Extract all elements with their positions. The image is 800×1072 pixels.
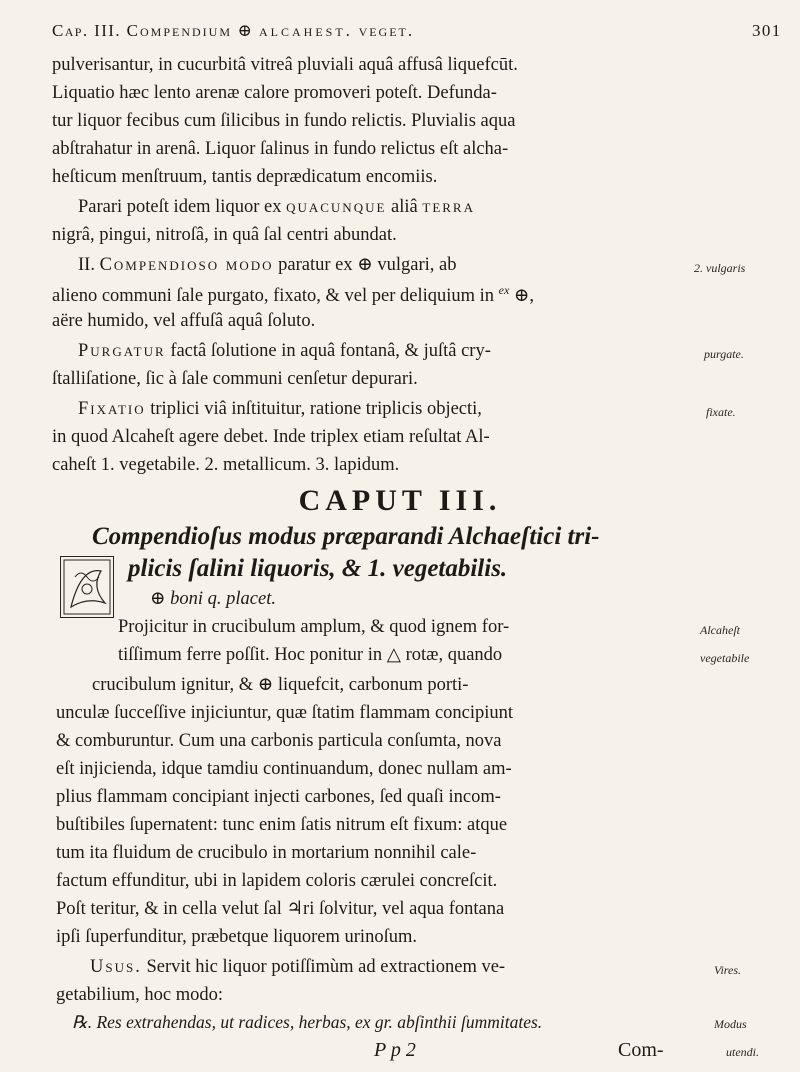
ex-superscript: ex [498,283,510,297]
numeral: II. [78,255,95,275]
text-fragment: paratur ex ⊕ vulgari, ab [278,255,457,275]
recipe-line: ⊕ boni q. placet. [150,589,276,609]
running-head [52,22,800,39]
text-fragment: ⊕, [513,286,535,307]
running-head-symbol: ⊕ [237,21,254,40]
catchword: Com- [618,1039,664,1061]
decorated-initial-ornament [60,556,114,618]
chapter-subtitle-line: Compendioſus modus præparandi Alchaeſtici tri- [92,523,600,550]
margin-note-fixate: fixate. [706,405,736,419]
text-line [52,284,800,306]
running-head-subject: alcahest. [258,21,353,40]
text-fragment: Servit hic liquor potiſſimùm ad extractionem ve- [146,957,506,977]
text-line [78,400,800,419]
chapter-subtitle-line: plicis ſalini liquoris, & 1. vegetabilis. [128,555,508,582]
text-line: abſtrahatur in arenâ. Liquor ſalinus in fundo relictus eſt alcha- [52,139,509,159]
margin-note-vulgaris: 2. vulgaris [694,261,746,275]
text-line: & comburuntur. Cum una carbonis particula conſumta, nova [56,731,502,751]
text-line: aëre humido, vel affuſâ aquâ ſoluto. [52,311,316,331]
text-line: Liquatio hæc lento arenæ calore promoveri poteſt. Defunda- [52,83,497,103]
text-fragment: factâ ſolutione in aquâ fontanâ, & juſtâ cry- [170,341,491,361]
text-line: unculæ ſucceſſive injiciuntur, quæ ſtatim flammam concipiunt [56,703,514,723]
page-number: 301 [752,21,782,40]
text-line: factum effunditur, ubi in lapidem coloris cærulei concreſcit. [56,871,498,891]
text-line: tiſſimum ferre poſſit. Hoc ponitur in △ rotæ, quando [118,645,503,665]
terra-word: terra [422,197,475,217]
recipe-line-2: ℞. Res extrahendas, ut radices, herbas, ex gr. abſinthii ſummitates. [72,1012,543,1032]
signature-mark: P p 2 [374,1039,416,1061]
text-line: buſtibiles ſupernatent: tunc enim ſatis nitrum eſt fixum: atque [56,815,508,835]
text-line: eſt injicienda, idque tamdiu continuandum, donec nullam am- [56,759,512,779]
text-line: caheſt 1. vegetabile. 2. metallicum. 3. lapidum. [52,455,400,475]
margin-note-modus: Modus [714,1017,747,1031]
quacunque-word: quacunque [286,197,387,217]
margin-note-alcahest: Alcaheſt [700,623,740,637]
text-line: Projicitur in crucibulum amplum, & quod ignem for- [118,617,510,637]
margin-note-vires: Vires. [714,963,741,977]
text-line: in quod Alcaheſt agere debet. Inde triplex etiam reſultat Al- [52,427,490,447]
text-line: ſtalliſatione, ſic à ſale communi cenſetur depurari. [52,369,418,389]
running-head-title: Compendium [126,21,233,40]
text-line: plius flammam concipiant injecti carbones, ſed quaſi incom- [56,787,501,807]
text-line: tum ita fluidum de crucibulo in mortarium nonnihil cale- [56,843,477,863]
text-line: nigrâ, pingui, nitroſâ, in quâ ſal centri abundat. [52,225,397,245]
margin-note-vegetabile: vegetabile [700,651,750,665]
text-line: Poſt teritur, & in cella velut ſal ♃ri ſolvitur, vel aqua fontana [56,899,505,919]
text-line [78,256,800,275]
chapter-heading: CAPUT III. [298,484,502,517]
ornament-icon [61,557,113,617]
text-line [90,958,800,977]
fixatio-word: Fixatio [78,399,146,419]
margin-note-utendi: utendi. [726,1045,759,1059]
compendioso-phrase: Compendioso modo [99,255,274,275]
running-head-veget: veget. [358,21,415,40]
text-line: pulverisantur, in cucurbitâ vitreâ pluviali aquâ affusâ liquefcūt. [52,55,518,75]
text-line: heſticum menſtruum, tantis deprædicatum encomiis. [52,167,438,187]
text-line: crucibulum ignitur, & ⊕ liquefcit, carbonum porti- [92,675,469,695]
text-fragment: Parari poteſt idem liquor ex [78,197,282,217]
purgatur-word: Purgatur [78,341,166,361]
usus-word: Usus. [90,957,142,977]
text-line [78,342,800,361]
margin-note-purgate: purgate. [704,347,744,361]
text-line: getabilium, hoc modo: [56,985,223,1005]
text-fragment: aliâ [391,197,418,217]
text-line [78,198,800,217]
text-line: ipſi ſuperfunditur, præbetque liquorem urinoſum. [56,927,417,947]
text-line: tur liquor fecibus cum ſilicibus in fundo relictis. Pluvialis aqua [52,111,516,131]
text-fragment: alieno communi ſale purgato, fixato, & vel per deliquium in [52,286,495,307]
text-fragment: triplici viâ inſtituitur, ratione triplicis objecti, [150,399,482,419]
running-head-chapter: Cap. III. [52,21,122,40]
